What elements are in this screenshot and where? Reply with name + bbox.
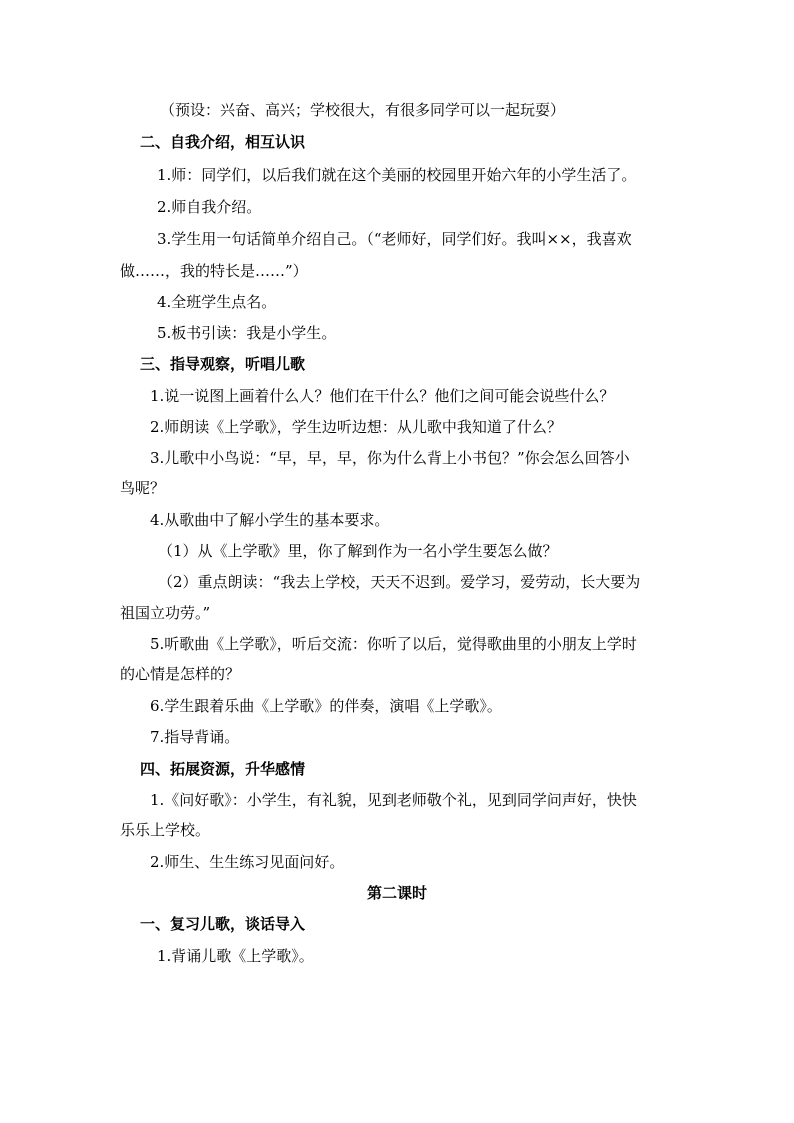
paragraph-line: 3.儿歌中小鸟说：“早，早，早，你为什么背上小书包？”你会怎么回答小 [150,449,630,467]
paragraph-line: 乐乐上学校。 [120,821,211,839]
paragraph-line: 1.师：同学们，以后我们就在这个美丽的校园里开始六年的小学生活了。 [157,166,637,184]
paragraph-line: 祖国立功劳。” [120,604,211,622]
paragraph-line: 2.师自我介绍。 [157,198,262,216]
paragraph-line: 1.背诵儿歌《上学歌》。 [157,947,314,965]
paragraph-line: 2.师生、生生练习见面问好。 [150,853,345,871]
paragraph-line: 1.说一说图上画着什么人？他们在干什么？他们之间可能会说些什么？ [150,387,615,405]
paragraph-line: 7.指导背诵。 [150,728,240,746]
section-heading: 三、指导观察，听唱儿歌 [140,355,306,373]
paragraph-line: 3.学生用一句话简单介绍自己。（“老师好，同学们好。我叫××，我喜欢 [157,230,632,248]
paragraph-line: （2）重点朗读：“我去上学校，天天不迟到。爱学习，爱劳动，长大要为 [158,573,641,591]
paragraph-line: 1.《问好歌》：小学生，有礼貌，见到老师敬个礼，见到同学问声好，快快 [150,791,637,809]
paragraph-line: 5.板书引读：我是小学生。 [157,324,337,342]
paragraph-line: 鸟呢？ [120,479,166,497]
section-heading: 二、自我介绍，相互认识 [140,133,306,151]
paragraph-line: 2.师朗读《上学歌》，学生边听边想：从儿歌中我知道了什么？ [150,418,562,436]
paragraph-line: 做……，我的特长是……”） [120,262,308,280]
paragraph-line: 的心情是怎样的？ [120,665,241,683]
paragraph-line: 6.学生跟着乐曲《上学歌》的伴奏，演唱《上学歌》。 [150,697,502,715]
paragraph-line: 4.从歌曲中了解小学生的基本要求。 [150,511,390,529]
paragraph-line: （1）从《上学歌》里，你了解到作为一名小学生要怎么做？ [158,542,558,560]
lesson-heading: 第二课时 [366,884,427,902]
section-heading: 一、复习儿歌，谈话导入 [140,915,306,933]
paragraph-line: 5.听歌曲《上学歌》，听后交流：你听了以后，觉得歌曲里的小朋友上学时 [150,635,637,653]
section-heading: 四、拓展资源，升华感情 [140,760,306,778]
paragraph-line: （预设：兴奋、高兴；学校很大，有很多同学可以一起玩耍） [160,101,566,119]
paragraph-line: 4.全班学生点名。 [157,293,277,311]
